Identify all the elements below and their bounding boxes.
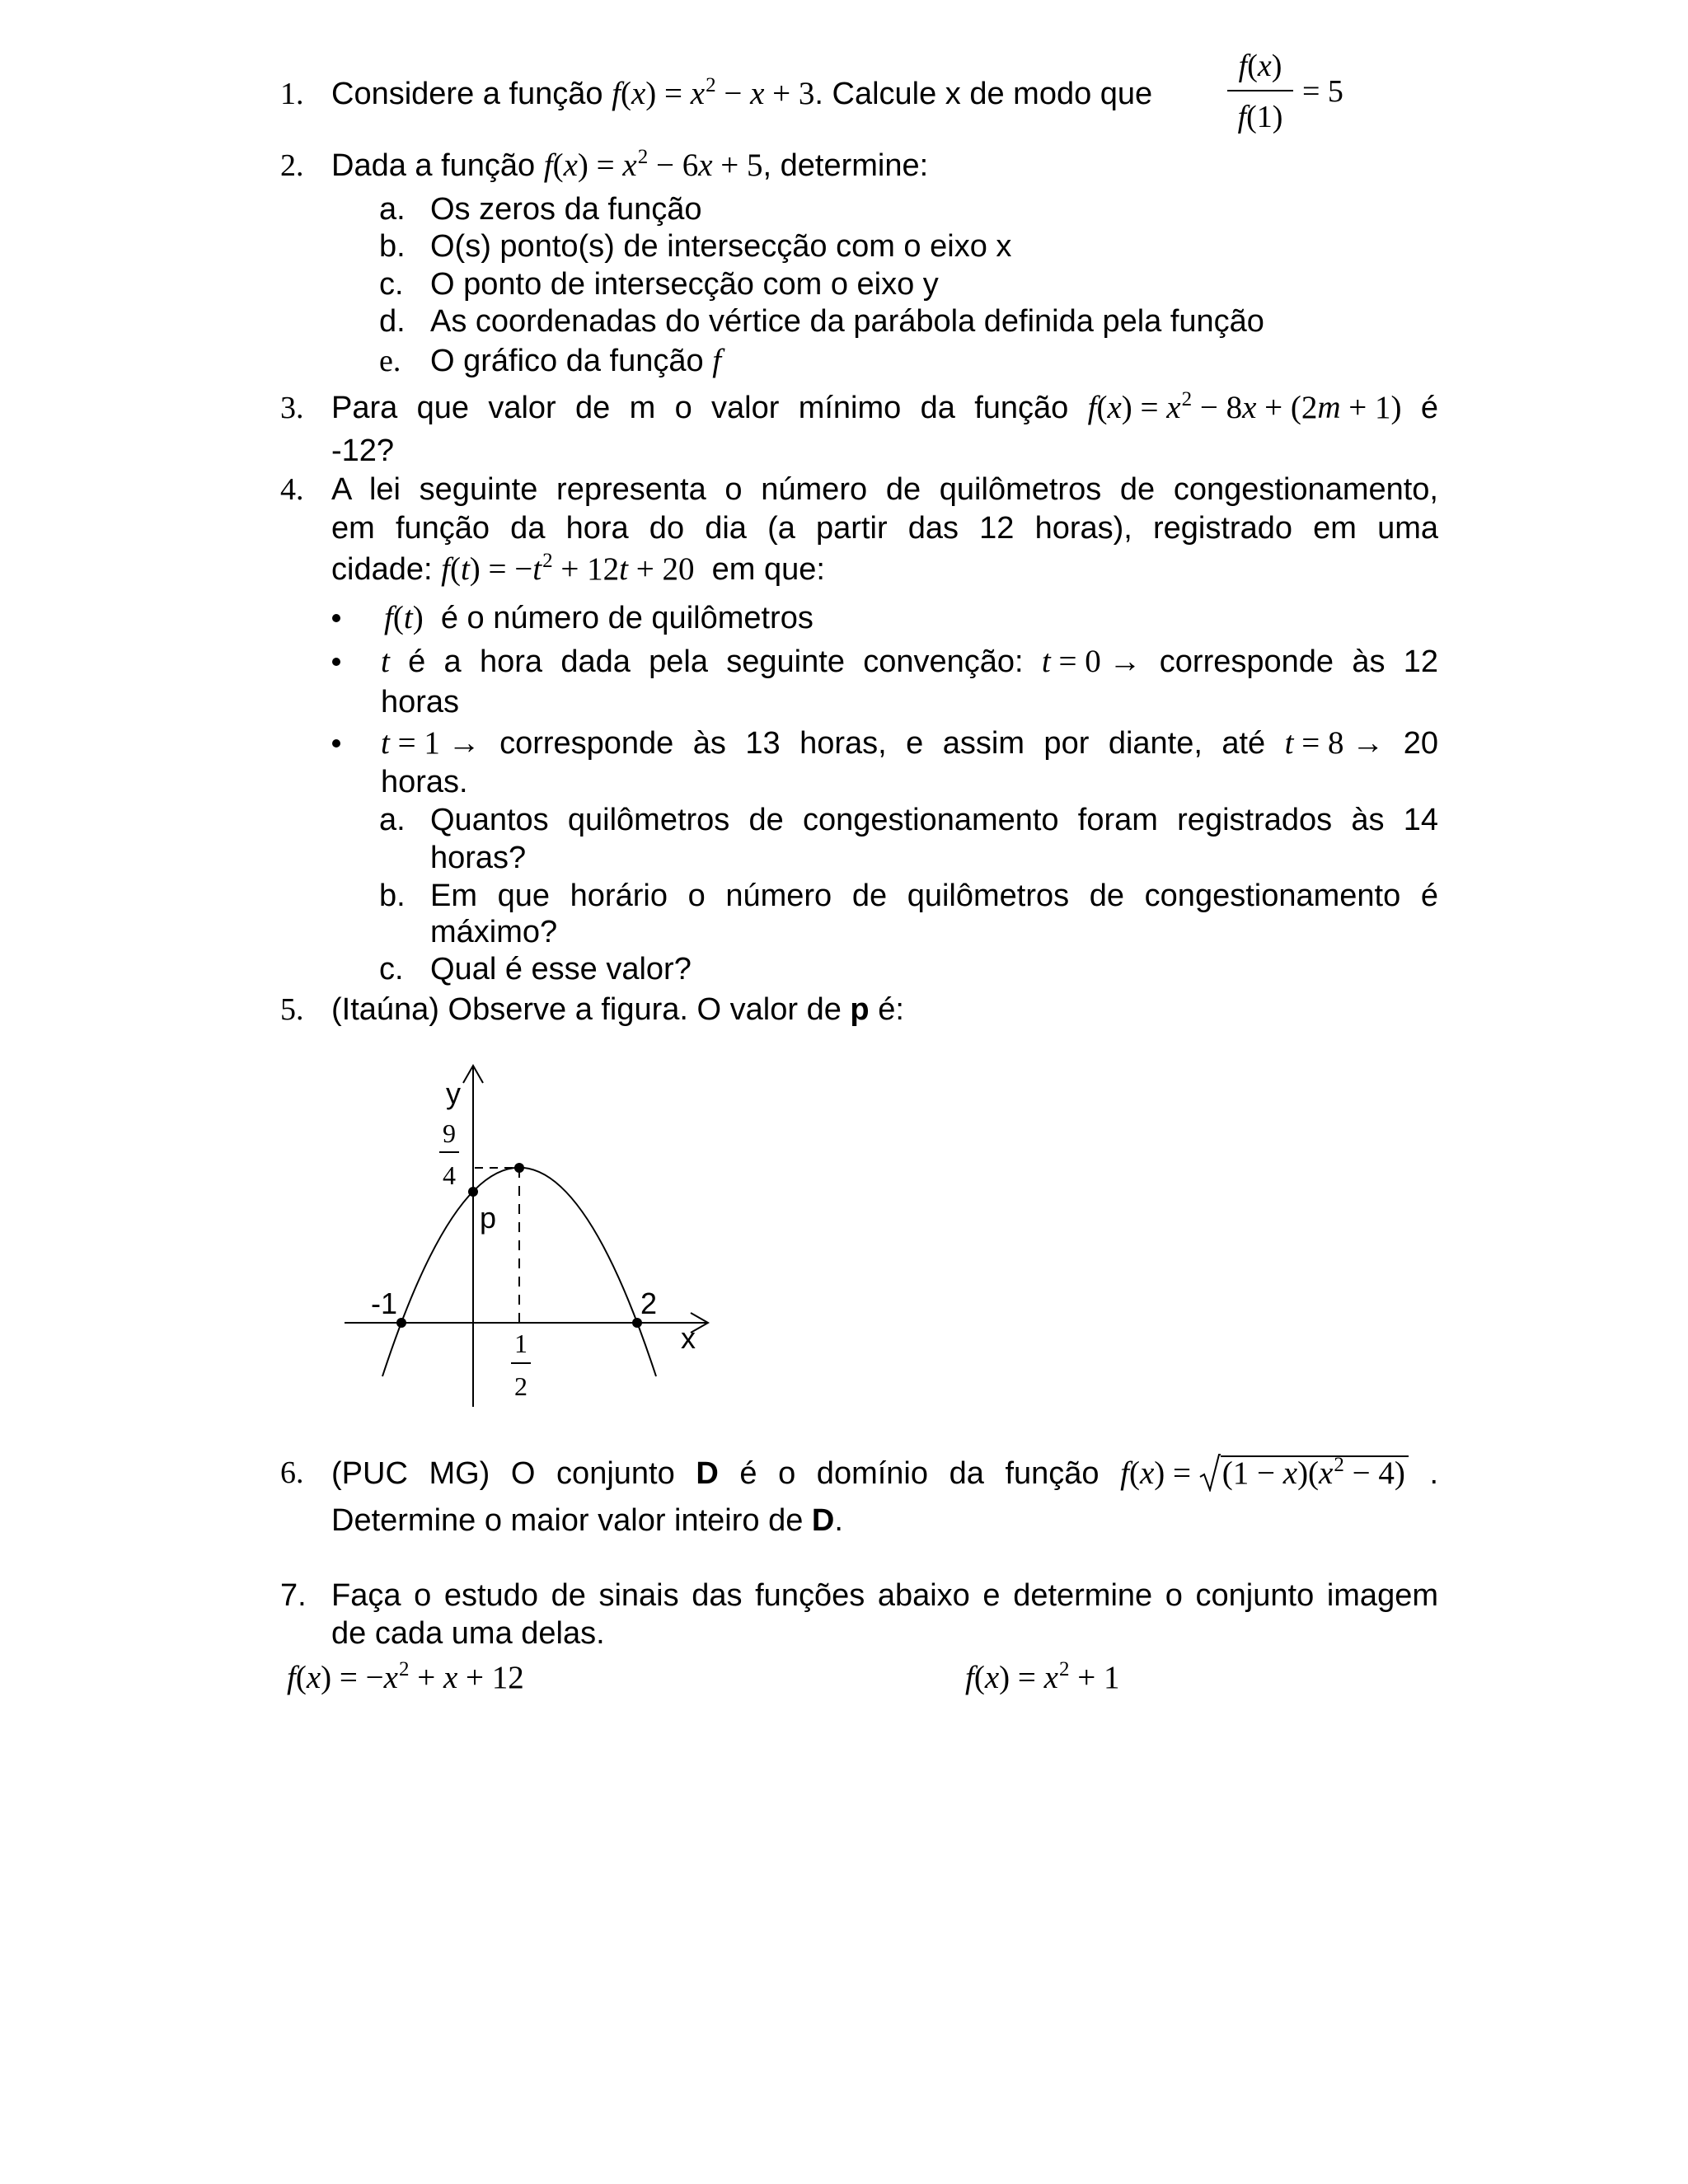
question-2-text: Dada a função <box>331 148 536 183</box>
question-4-item-a-continuation: horas? <box>430 841 527 875</box>
question-4-item-b-label: b. <box>379 879 406 913</box>
bullet-icon <box>332 658 340 666</box>
question-1-fraction <box>1227 47 1293 136</box>
question-2-text-after: , determine: <box>762 148 929 183</box>
formula-part: f(x) = x <box>543 148 637 183</box>
question-2-number: 2. <box>280 148 304 183</box>
question-3-text: Para que valor de m o valor mínimo da função <box>331 391 1069 425</box>
fraction-bar <box>1227 90 1293 91</box>
question-2-item-a-text: Os zeros da função <box>430 192 702 227</box>
formula-part: (1 − x)(x <box>1221 1455 1334 1491</box>
question-2-item-b-label: b. <box>379 229 406 264</box>
vertex-y-denominator: 4 <box>443 1160 456 1190</box>
question-2-item-b-text: O(s) ponto(s) de intersecção com o eixo x <box>430 229 1012 264</box>
question-6-text-after: . <box>1429 1456 1438 1491</box>
bullet-2-text-2: corresponde às 12 <box>1159 644 1439 679</box>
question-3-text-after: é <box>1420 391 1438 425</box>
formula-part: + 1 <box>1069 1660 1120 1695</box>
question-4-number: 4. <box>280 472 304 507</box>
question-3-formula <box>1088 389 1402 431</box>
question-2-item-e-label: e. <box>379 344 401 378</box>
question-6-line-2-text: Determine o maior valor inteiro de <box>331 1503 804 1538</box>
question-4-formula <box>441 551 694 593</box>
formula-exponent: 2 <box>1181 388 1193 410</box>
question-2-item-c-label: c. <box>379 267 404 302</box>
question-5-text-after: é: <box>878 992 904 1027</box>
formula-exponent: 2 <box>398 1658 410 1680</box>
bullet-2-math-2: t = 0 → <box>1041 644 1142 679</box>
question-4-item-a-label: a. <box>379 803 406 837</box>
question-2-item-e-math: f <box>712 343 722 378</box>
question-7-number: 7. <box>280 1578 307 1613</box>
question-3-line-2: -12? <box>331 434 395 468</box>
question-2-item-e-text: O gráfico da função <box>430 344 704 378</box>
bullet-2-continuation: horas <box>381 685 460 719</box>
bullet-1-math: f(t) <box>384 600 424 635</box>
question-4-item-c-label: c. <box>379 952 404 987</box>
question-4-item-b-text: Em que horário o número de quilômetros de congestionamento é <box>430 879 1438 913</box>
root-left-point <box>396 1318 406 1328</box>
formula-exponent: 2 <box>1058 1658 1070 1680</box>
question-2-line <box>331 147 928 185</box>
bullet-2-math: t <box>381 644 390 679</box>
question-6-text-2: é o domínio da função <box>739 1456 1100 1491</box>
question-2-formula <box>544 147 763 189</box>
question-2-item-a-label: a. <box>379 192 406 227</box>
question-6-formula <box>1120 1454 1409 1494</box>
question-5-line <box>331 991 904 1029</box>
formula-part: f(x) = x <box>612 76 706 111</box>
y-axis-label: y <box>446 1076 461 1110</box>
point-p-label: p <box>480 1201 497 1235</box>
question-4-item-a-text: Quantos quilômetros de congestionamento foram registrados às 14 <box>430 803 1438 837</box>
question-4-line-1: A lei seguinte representa o número de quilômetros de congestionamento, <box>331 472 1438 507</box>
bullet-3-math: t = 1 → <box>381 725 481 761</box>
question-7-formula-right <box>965 1659 1119 1697</box>
question-4-line-3-after: em que: <box>711 552 825 587</box>
formula-exponent: 2 <box>706 74 716 96</box>
radical-sign-icon <box>1199 1454 1221 1492</box>
question-2-item-d-text: As coordenadas do vértice da parábola definida pela função <box>430 304 1264 339</box>
formula <box>965 1659 1119 1701</box>
formula-exponent: 2 <box>1334 1454 1344 1476</box>
formula-part: − x + 3 <box>715 76 815 111</box>
question-6-bold-d: D <box>696 1456 719 1491</box>
formula-part: + 12t + 20 <box>552 551 695 587</box>
question-6-line-2 <box>331 1502 843 1540</box>
radicand <box>1221 1455 1409 1494</box>
question-5-text: (Itaúna) Observe a figura. O valor de <box>331 992 842 1027</box>
bullet-3-continuation: horas. <box>381 765 468 799</box>
question-2-item-d-label: d. <box>379 304 406 339</box>
formula-part: f(x) = x <box>965 1660 1058 1695</box>
fraction-numerator: f(x) <box>1238 49 1282 83</box>
question-4-item-c-text: Qual é esse valor? <box>430 952 692 987</box>
bullet-2-text: é a hora dada pela seguinte convenção: <box>408 644 1024 679</box>
root-left-label: -1 <box>371 1286 398 1320</box>
question-2-item-e-line <box>430 342 721 380</box>
question-1-text-after: . Calcule x de modo que <box>814 77 1153 111</box>
question-3-number: 3. <box>280 391 304 425</box>
formula-part: f(x) = −x <box>287 1660 398 1695</box>
parabola-figure <box>330 1055 725 1418</box>
question-7-line-2: de cada uma delas. <box>331 1616 605 1651</box>
question-1-text: Considere a função <box>331 77 603 111</box>
formula <box>287 1659 524 1701</box>
question-4-line-3-text: cidade: <box>331 552 433 587</box>
question-7-formula-left <box>287 1659 524 1697</box>
vertex-y-numerator: 9 <box>443 1118 456 1148</box>
question-3-line <box>331 389 1438 427</box>
question-6-number: 6. <box>280 1455 304 1490</box>
question-6-line <box>331 1454 1438 1492</box>
bullet-3-text: corresponde às 13 horas, e assim por diante, até <box>499 726 1266 761</box>
question-2-item-c-text: O ponto de intersecção com o eixo y <box>430 267 939 302</box>
bullet-icon <box>332 739 340 748</box>
question-1-equals: = 5 <box>1302 74 1343 109</box>
fraction-denominator: f(1) <box>1237 100 1283 134</box>
question-4-item-b-continuation: máximo? <box>430 915 558 949</box>
formula-part: f(t) = −t <box>441 551 542 587</box>
vertex-x-denominator: 2 <box>514 1371 528 1401</box>
question-5-bold-p: p <box>850 992 870 1027</box>
question-4-bullet-1 <box>384 599 814 637</box>
root-right-label: 2 <box>640 1286 658 1320</box>
formula-part: + x + 12 <box>409 1660 524 1695</box>
question-6-line-2-after: . <box>834 1503 843 1538</box>
question-1-number: 1. <box>280 77 304 111</box>
question-1-formula <box>612 75 814 117</box>
formula-part: − 4) <box>1343 1455 1405 1491</box>
formula-exponent: 2 <box>542 550 553 572</box>
bullet-1-text: é o número de quilômetros <box>440 601 814 635</box>
formula-part: f(x) = <box>1120 1455 1192 1491</box>
question-6-text: (PUC MG) O conjunto <box>331 1456 675 1491</box>
question-5-number: 5. <box>280 992 304 1027</box>
vertex-x-numerator: 1 <box>514 1329 528 1358</box>
bullet-3-text-2: 20 <box>1403 726 1439 761</box>
x-axis-label: x <box>681 1321 696 1355</box>
question-4-bullet-3 <box>381 724 1438 762</box>
y-intercept-point <box>468 1187 478 1197</box>
formula-part: f(x) = x <box>1087 390 1181 425</box>
formula-exponent: 2 <box>637 146 649 168</box>
question-1-line <box>331 75 1152 113</box>
question-7-line-1: Faça o estudo de sinais das funções abaixo e determine o conjunto imagem <box>331 1578 1438 1613</box>
question-4-bullet-2 <box>381 643 1438 681</box>
question-6-line-2-bold-d: D <box>811 1503 835 1538</box>
bullet-icon <box>332 614 340 622</box>
formula-part: − 6x + 5 <box>648 148 763 183</box>
bullet-3-math-2: t = 8 → <box>1284 725 1385 761</box>
question-4-line-2: em função da hora do dia (a partir das 12 horas), registrado em uma <box>331 511 1438 546</box>
question-4-line-3 <box>331 551 825 588</box>
vertex-point <box>514 1163 524 1173</box>
formula-part: − 8x + (2m + 1) <box>1192 390 1402 425</box>
